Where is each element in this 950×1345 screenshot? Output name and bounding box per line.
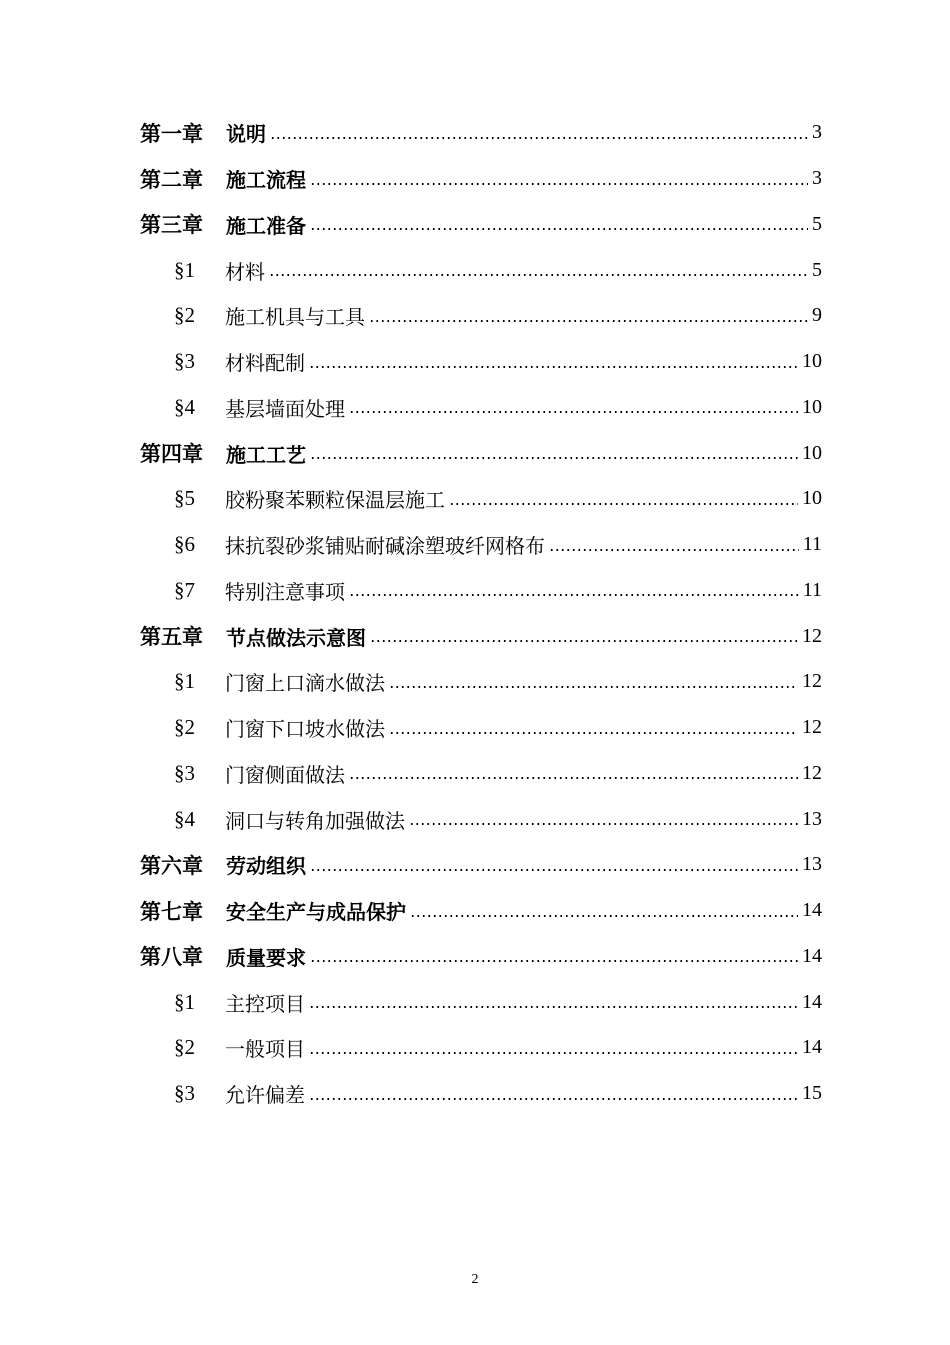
toc-entry-title: 安全生产与成品保护 — [226, 900, 406, 925]
toc-entry-number: §4 — [174, 806, 195, 831]
toc-entry-number: 第五章 — [140, 625, 203, 650]
toc-entry-title: 允许偏差 — [225, 1083, 305, 1108]
dot-leader — [369, 320, 808, 322]
toc-chapter-entry[interactable] — [140, 613, 822, 659]
dot-leader — [309, 1098, 798, 1100]
toc-chapter-entry[interactable] — [140, 202, 822, 248]
dot-leader — [269, 274, 808, 276]
toc-entry-page: 13 — [802, 853, 822, 876]
toc-entry-page: 13 — [802, 807, 822, 830]
toc-entry-title: 质量要求 — [226, 945, 306, 970]
dot-leader — [349, 594, 799, 596]
toc-section-entry[interactable] — [140, 705, 822, 751]
toc-entry-page: 12 — [802, 716, 822, 739]
toc-section-entry[interactable] — [140, 476, 822, 522]
toc-section-entry[interactable] — [140, 1025, 822, 1071]
toc-section-entry[interactable] — [140, 1071, 822, 1117]
dot-leader — [309, 1006, 798, 1008]
toc-entry-page: 10 — [802, 441, 822, 464]
toc-entry-page: 14 — [802, 990, 822, 1013]
toc-entry-number: §3 — [174, 349, 195, 374]
toc-entry-page: 15 — [802, 1082, 822, 1105]
toc-entry-number: §3 — [174, 760, 195, 785]
toc-entry-title: 主控项目 — [225, 991, 305, 1016]
toc-entry-page: 10 — [802, 395, 822, 418]
toc-section-entry[interactable] — [140, 568, 822, 614]
toc-entry-title: 劳动组织 — [226, 854, 306, 879]
toc-entry-number: §1 — [174, 989, 195, 1014]
toc-entry-title: 洞口与转角加强做法 — [225, 808, 405, 833]
toc-entry-title: 施工机具与工具 — [225, 305, 365, 330]
dot-leader — [309, 366, 798, 368]
toc-entry-page: 9 — [812, 304, 822, 327]
toc-entry-title: 门窗上口滴水做法 — [225, 671, 385, 696]
toc-entry-number: 第一章 — [140, 121, 203, 146]
toc-chapter-entry[interactable] — [140, 430, 822, 476]
toc-entry-number: 第八章 — [140, 945, 203, 970]
toc-section-entry[interactable] — [140, 339, 822, 385]
toc-entry-number: §1 — [174, 257, 195, 282]
toc-entry-number: §1 — [174, 669, 195, 694]
toc-entry-number: §2 — [174, 715, 195, 740]
toc-entry-number: 第七章 — [140, 899, 203, 924]
dot-leader — [310, 228, 808, 230]
dot-leader — [349, 777, 798, 779]
toc-entry-title: 胶粉聚苯颗粒保温层施工 — [225, 488, 445, 513]
table-of-contents — [140, 110, 822, 1117]
toc-chapter-entry[interactable] — [140, 110, 822, 156]
toc-entry-page: 3 — [812, 121, 822, 144]
dot-leader — [270, 137, 808, 139]
toc-entry-number: §2 — [174, 303, 195, 328]
toc-entry-number: §4 — [174, 394, 195, 419]
toc-entry-page: 11 — [802, 533, 822, 556]
toc-entry-number: §5 — [174, 486, 195, 511]
toc-entry-page: 3 — [812, 167, 822, 190]
toc-entry-title: 说明 — [226, 122, 266, 147]
toc-chapter-entry[interactable] — [140, 934, 822, 980]
toc-section-entry[interactable] — [140, 522, 822, 568]
toc-entry-page: 5 — [812, 212, 822, 235]
toc-entry-title: 施工流程 — [226, 168, 306, 193]
dot-leader — [389, 686, 798, 688]
dot-leader — [309, 1052, 798, 1054]
toc-entry-page: 14 — [802, 944, 822, 967]
toc-entry-title: 材料 — [225, 259, 265, 284]
toc-entry-number: §7 — [174, 577, 195, 602]
dot-leader — [349, 411, 798, 413]
dot-leader — [370, 640, 798, 642]
toc-entry-title: 施工工艺 — [226, 442, 306, 467]
toc-section-entry[interactable] — [140, 751, 822, 797]
dot-leader — [310, 869, 798, 871]
toc-section-entry[interactable] — [140, 247, 822, 293]
toc-entry-title: 施工准备 — [226, 213, 306, 238]
toc-entry-number: 第六章 — [140, 853, 203, 878]
toc-entry-title: 门窗下口坡水做法 — [225, 717, 385, 742]
toc-chapter-entry[interactable] — [140, 842, 822, 888]
toc-section-entry[interactable] — [140, 796, 822, 842]
toc-entry-title: 特别注意事项 — [225, 579, 345, 604]
toc-entry-number: 第四章 — [140, 442, 203, 467]
toc-entry-page: 5 — [812, 258, 822, 281]
toc-chapter-entry[interactable] — [140, 888, 822, 934]
toc-entry-number: 第二章 — [140, 167, 203, 192]
toc-entry-page: 12 — [802, 624, 822, 647]
toc-entry-number: 第三章 — [140, 213, 203, 238]
toc-entry-number: §3 — [174, 1081, 195, 1106]
toc-entry-page: 12 — [802, 761, 822, 784]
toc-entry-number: §6 — [174, 532, 195, 557]
dot-leader — [389, 732, 798, 734]
dot-leader — [310, 183, 808, 185]
toc-section-entry[interactable] — [140, 293, 822, 339]
toc-entry-page: 11 — [802, 578, 822, 601]
dot-leader — [410, 915, 798, 917]
toc-entry-title: 一般项目 — [225, 1037, 305, 1062]
dot-leader — [310, 960, 798, 962]
toc-section-entry[interactable] — [140, 979, 822, 1025]
toc-entry-page: 14 — [802, 899, 822, 922]
toc-entry-number: §2 — [174, 1035, 195, 1060]
toc-section-entry[interactable] — [140, 385, 822, 431]
toc-entry-title: 门窗侧面做法 — [225, 762, 345, 787]
toc-entry-title: 抹抗裂砂浆铺贴耐碱涂塑玻纤网格布 — [225, 534, 545, 559]
dot-leader — [449, 503, 798, 505]
toc-entry-page: 14 — [802, 1036, 822, 1059]
toc-entry-title: 节点做法示意图 — [226, 625, 366, 650]
page-number: 2 — [471, 1272, 479, 1287]
toc-entry-page: 10 — [802, 350, 822, 373]
toc-entry-title: 材料配制 — [225, 351, 305, 376]
toc-entry-page: 10 — [802, 487, 822, 510]
dot-leader — [409, 823, 798, 825]
toc-chapter-entry[interactable] — [140, 156, 822, 202]
toc-entry-page: 12 — [802, 670, 822, 693]
toc-entry-title: 基层墙面处理 — [225, 396, 345, 421]
toc-section-entry[interactable] — [140, 659, 822, 705]
dot-leader — [310, 457, 798, 459]
dot-leader — [549, 549, 799, 551]
